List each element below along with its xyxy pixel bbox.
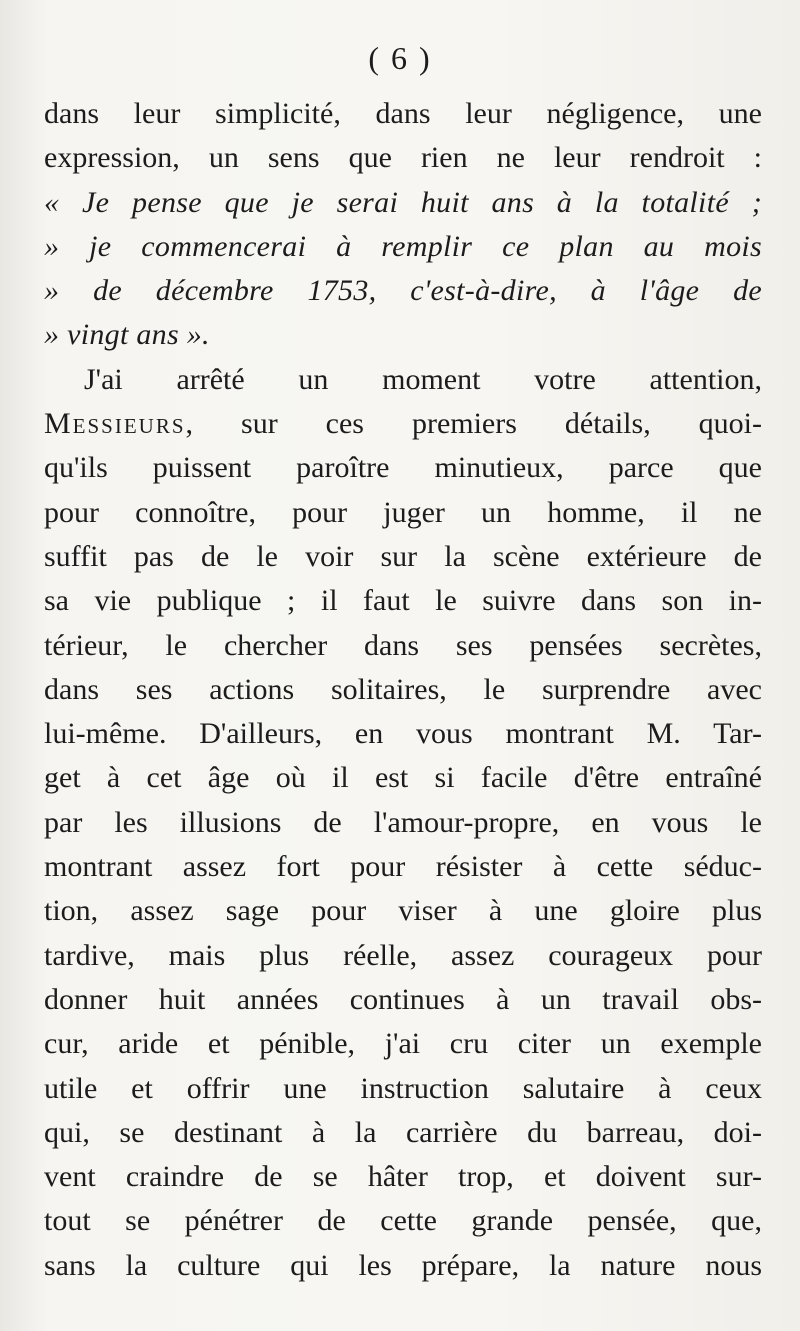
text-line: sa vie publique ; il faut le suivre dans son in-	[44, 584, 762, 618]
text-line: pour connoître, pour juger un homme, il ne	[44, 495, 762, 529]
text-line: tion, assez sage pour viser à une gloire plus	[44, 894, 762, 928]
text-line: par les illusions de l'amour-propre, en vous le	[44, 805, 762, 839]
messieurs-address: Messieurs	[44, 407, 186, 441]
text-line: tout se pénétrer de cette grande pensée, que,	[44, 1204, 762, 1238]
quotation-line: » de décembre 1753, c'est-à-dire, à l'âge de	[44, 274, 762, 308]
text-line: utile et offrir une instruction salutaire à ceux	[44, 1071, 762, 1105]
text-line: expression, un sens que rien ne leur rendroit :	[44, 141, 762, 175]
quotation-line: » vingt ans ».	[44, 318, 210, 352]
quotation-line: « Je pense que je serai huit ans à la totalité ;	[44, 185, 762, 219]
text-line: dans leur simplicité, dans leur négligence, une	[44, 97, 762, 130]
body-text	[44, 92, 762, 1288]
quotation-line: » je commencerai à remplir ce plan au mois	[44, 229, 762, 263]
text-line: qui, se destinant à la carrière du barreau, doi-	[44, 1115, 762, 1149]
text-line: donner huit années continues à un travail obs-	[44, 982, 762, 1016]
text-line: vent craindre de se hâter trop, et doivent sur-	[44, 1160, 762, 1194]
text-line: qu'ils puissent paroître minutieux, parce que	[44, 451, 762, 485]
text-fragment: , sur ces premiers détails, quoi-	[185, 407, 762, 441]
text-line: get à cet âge où il est si facile d'être entraîné	[44, 761, 762, 795]
text-line: dans ses actions solitaires, le surprendre avec	[44, 672, 762, 706]
page-number: ( 6 )	[368, 40, 432, 76]
text-line: lui-même. D'ailleurs, en vous montrant M. Tar-	[44, 717, 762, 751]
text-line: montrant assez fort pour résister à cette séduc-	[44, 850, 762, 884]
text-line: sans la culture qui les prépare, la nature nous	[44, 1248, 762, 1282]
text-line: suffit pas de le voir sur la scène extérieure de	[44, 539, 762, 573]
text-line	[44, 402, 762, 446]
paragraph-start-line: J'ai arrêté un moment votre attention,	[84, 362, 762, 396]
text-line: cur, aride et pénible, j'ai cru citer un exemple	[44, 1027, 762, 1061]
text-line: térieur, le chercher dans ses pensées secrètes,	[44, 628, 762, 662]
text-line: tardive, mais plus réelle, assez courageux pour	[44, 938, 762, 972]
